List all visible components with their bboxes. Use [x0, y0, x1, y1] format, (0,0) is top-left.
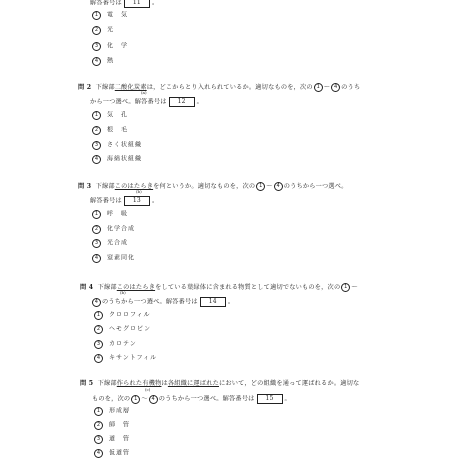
underlined-term: 各組織に運ばれた	[167, 380, 219, 387]
question-4-stem: 問 4 下線部このはたらきをしている葉緑体に含まれる物質として適切でないものを，次の 1 ～	[80, 284, 358, 291]
option-4: 4 キサントフィル	[94, 354, 157, 363]
question-5-stem: 問 5 下線部作られた有機物は各組織に運ばれたにおいて，どの組織を通って運ばれるか。適切な	[80, 380, 360, 387]
option-4: 4 熱	[92, 57, 114, 66]
answer-box: 13	[124, 196, 150, 206]
underlined-term: このはたらき	[114, 183, 154, 190]
option-1: 1 電 気	[92, 11, 128, 20]
option-1: 1 形成層	[94, 407, 130, 416]
option-4: 4 海綿状組織	[92, 155, 142, 164]
option-1: 1 クロロフィル	[94, 311, 151, 320]
option-1: 1 気 孔	[92, 111, 128, 120]
question-number: 問 2	[78, 84, 92, 91]
option-3: 3 カロテン	[94, 340, 137, 349]
underline-marker: (c)	[145, 387, 151, 392]
question-number: 問 3	[78, 183, 92, 190]
underline-marker: (b)	[136, 189, 142, 194]
answer-box: 14	[200, 297, 226, 307]
question-2-stem: 問 2 下線部二酸化炭素は，どこからとり入れられているか。適切なものを，次の 1 ～ 4 のうち	[78, 84, 361, 91]
option-2: 2 化学合成	[92, 225, 135, 234]
option-4: 4 仮道管	[94, 449, 130, 458]
question-2-line2: から一つ選べ。解答番号は 12 。	[90, 98, 204, 106]
underlined-term: 作られた有機物	[116, 380, 162, 387]
answer-line: 解答番号は 11 。	[90, 0, 159, 7]
question-3-line2: 解答番号は 13 。	[90, 197, 159, 205]
option-2: 2 ヘモグロビン	[94, 325, 151, 334]
underline-marker: (b)	[120, 290, 126, 295]
underlined-term: このはたらき	[116, 284, 156, 291]
option-4: 4 窒素同化	[92, 254, 135, 263]
answer-prefix: 解答番号は	[90, 0, 122, 7]
option-3: 3 さく状組織	[92, 141, 142, 150]
answer-box: 12	[169, 97, 195, 107]
underlined-term: 二酸化炭素	[114, 84, 147, 91]
option-2: 2 師 管	[94, 421, 130, 430]
option-1: 1 呼 吸	[92, 210, 128, 219]
question-4-line2: 4 のうちから一つ選べ。解答番号は 14 。	[92, 297, 234, 307]
answer-box: 15	[257, 394, 283, 404]
question-3-stem: 問 3 下線部このはたらきを何というか。適切なものを，次の 1 ～ 4 のうちから一つ選べ。	[78, 183, 348, 190]
underline-marker: (a)	[141, 90, 147, 95]
question-number: 問 4	[80, 284, 94, 291]
answer-box: 11	[124, 0, 150, 8]
option-2: 2 根 毛	[92, 126, 128, 135]
option-3: 3 光合成	[92, 239, 128, 248]
option-3: 3 化 学	[92, 42, 128, 51]
option-3: 3 道 管	[94, 435, 130, 444]
option-2: 2 光	[92, 26, 114, 35]
question-number: 問 5	[80, 380, 94, 387]
question-5-line2: ものを，次の 1 ～ 4 のうちから一つ選べ。解答番号は 15 。	[92, 395, 291, 403]
